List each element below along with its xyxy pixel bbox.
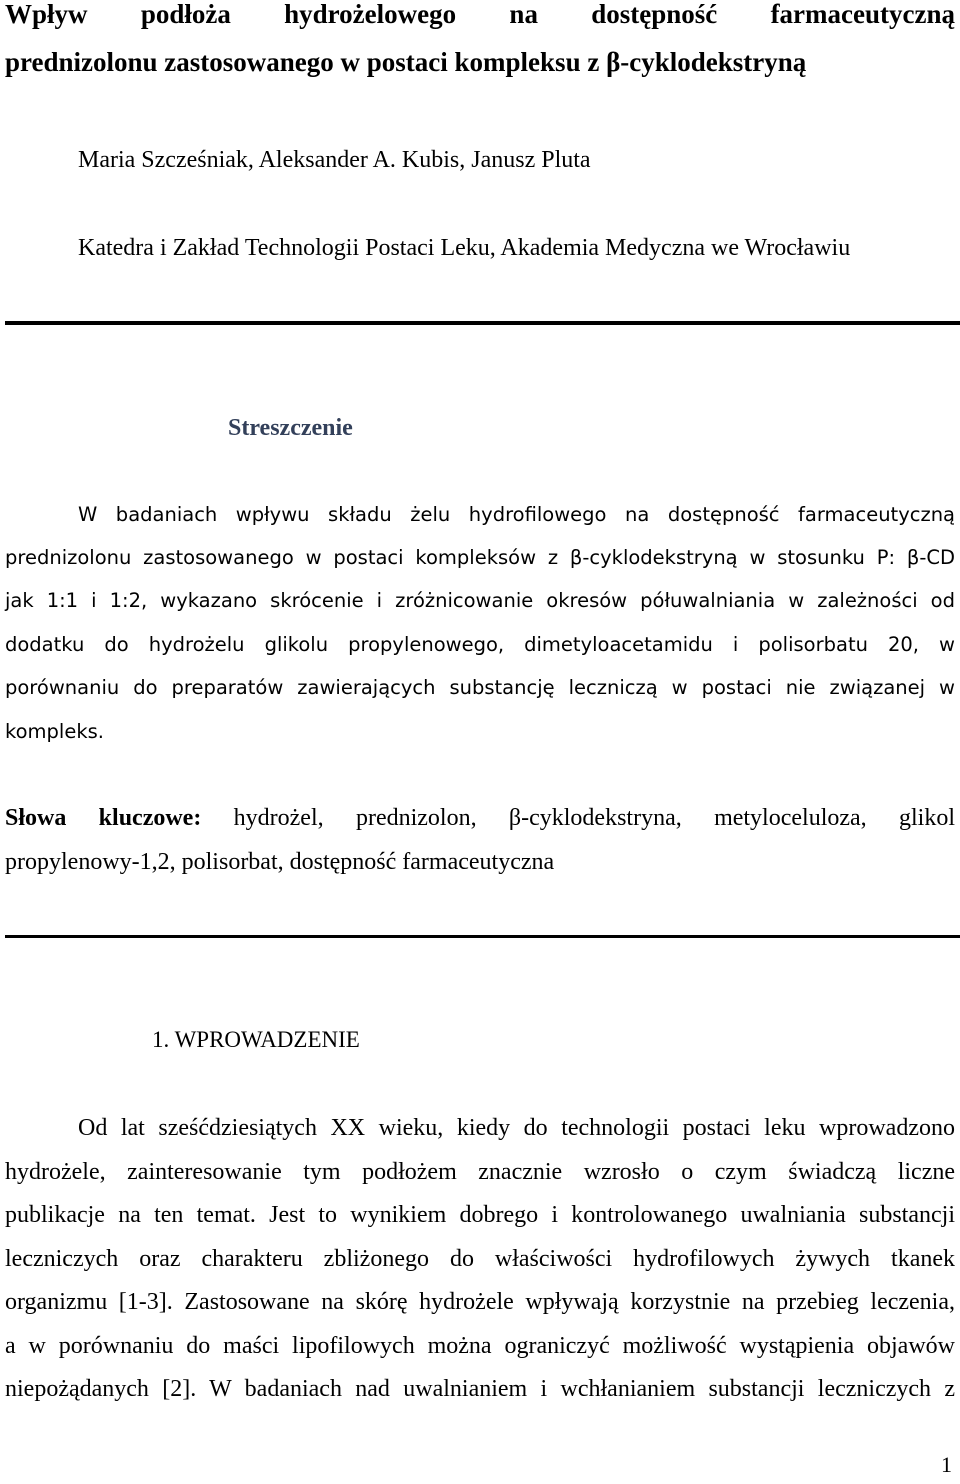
title-line-1: Wpływ podłoża hydrożelowego na dostępność farmaceutyczną bbox=[5, 0, 955, 29]
divider-bottom bbox=[5, 935, 960, 938]
abstract-line: prednizolonu zastosowanego w postaci kompleksów z β-cyklodekstryną w stosunku P: β-CD bbox=[5, 546, 955, 569]
intro-line: organizmu [1-3]. Zastosowane na skórę hydrożele wpływają korzystnie na przebieg leczenia, bbox=[5, 1289, 955, 1315]
title-line-2: prednizolonu zastosowanego w postaci kompleksu z β-cyklodekstryną bbox=[5, 47, 807, 77]
abstract-line: W badaniach wpływu składu żelu hydrofilowego na dostępność farmaceutyczną bbox=[78, 503, 955, 526]
keywords-line-2: propylenowy-1,2, polisorbat, dostępność farmaceutyczna bbox=[5, 849, 555, 875]
intro-line: niepożądanych [2]. W badaniach nad uwalnianiem i wchłanianiem substancji leczniczych z bbox=[5, 1376, 955, 1402]
keywords-label: Słowa kluczowe: bbox=[5, 805, 202, 831]
intro-line: a w porównaniu do maści lipofilowych można ograniczyć możliwość wystąpienia objawów bbox=[5, 1333, 955, 1359]
affiliation: Katedra i Zakład Technologii Postaci Leku, Akademia Medyczna we Wrocławiu bbox=[78, 235, 851, 261]
intro-line: Od lat sześćdziesiątych XX wieku, kiedy do technologii postaci leku wprowadzono bbox=[78, 1115, 955, 1141]
page-number: 1 bbox=[941, 1452, 952, 1477]
section-heading: 1. WPROWADZENIE bbox=[152, 1027, 360, 1052]
abstract-line: jak 1:1 i 1:2, wykazano skrócenie i zróżnicowanie okresów półuwalniania w zależności od bbox=[5, 589, 955, 612]
abstract-line: dodatku do hydrożelu glikolu propylenowego, dimetyloacetamidu i polisorbatu 20, w bbox=[5, 633, 955, 656]
intro-line: leczniczych oraz charakteru zbliżonego do właściwości hydrofilowych żywych tkanek bbox=[5, 1246, 955, 1272]
authors: Maria Szcześniak, Aleksander A. Kubis, Janusz Pluta bbox=[78, 147, 591, 173]
divider-top bbox=[5, 321, 960, 325]
abstract-line: kompleks. bbox=[5, 720, 104, 743]
keywords-text: hydrożel, prednizolon, β-cyklodekstryna, metyloceluloza, glikol bbox=[233, 805, 955, 831]
abstract-heading: Streszczenie bbox=[228, 415, 353, 441]
abstract-line: porównaniu do preparatów zawierających substancję leczniczą w postaci nie związanej w bbox=[5, 676, 955, 699]
intro-line: hydrożele, zainteresowanie tym podłożem znacznie wzrosło o czym świadczą liczne bbox=[5, 1159, 955, 1185]
intro-line: publikacje na ten temat. Jest to wynikiem dobrego i kontrolowanego uwalniania substancji bbox=[5, 1202, 955, 1228]
keywords-line-1 bbox=[5, 803, 955, 833]
